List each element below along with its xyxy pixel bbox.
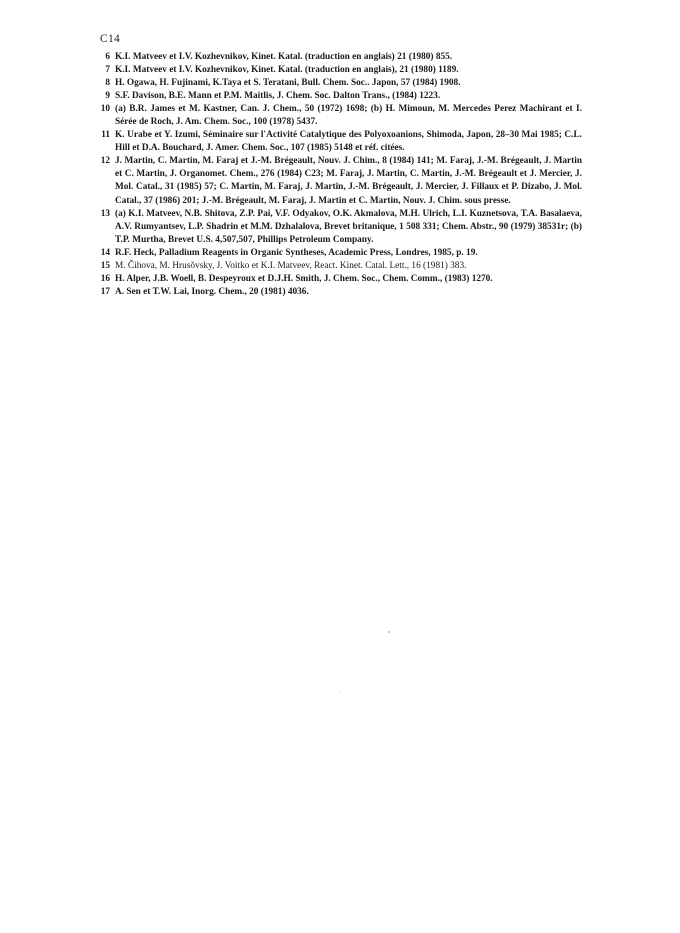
reference-item <box>96 77 582 90</box>
reference-item <box>96 155 582 207</box>
reference-number: 9 <box>105 91 110 102</box>
reference-item <box>96 64 582 77</box>
reference-text: K.I. Matveev et I.V. Kozhevnikov, Kinet. Katal. (traduction en anglais), 21 (1980) 1189. <box>115 65 459 76</box>
reference-text: K.I. Matveev et I.V. Kozhevnikov, Kinet. Katal. (traduction en anglais) 21 (1980) 855. <box>115 52 453 62</box>
reference-item <box>96 273 582 286</box>
scan-speck <box>340 692 341 693</box>
reference-number: 10 <box>100 104 110 115</box>
scan-speck <box>388 631 390 633</box>
reference-text: H. Alper, J.B. Woell, B. Despeyroux et D.J.H. Smith, J. Chem. Soc., Chem. Comm., (1983) 1270. <box>115 273 493 284</box>
reference-item <box>96 208 582 247</box>
reference-item <box>96 103 582 129</box>
reference-number: 6 <box>105 52 110 62</box>
reference-text: K. Urabe et Y. Izumi, Séminaire sur l'Activité Catalytique des Polyoxoanions, Shimoda, Japon, 28–30 Mai 1985; C.L. Hill et D.A. Bouchard, J. Amer. Chem. Soc., 107 (1985) 5148 et réf. citées. <box>115 130 582 154</box>
reference-number: 15 <box>100 260 110 271</box>
reference-text: (a) K.I. Matveev, N.B. Shitova, Z.P. Pai, V.F. Odyakov, O.K. Akmalova, M.H. Ulrich, L.I. Kuznetsova, T.A. Basalaeva, A.V. Rumyantsev, L.P. Shadrin et M.M. Dzhalalova, Brevet britanique, 1 508 331; Chem. Abstr., 90 (1979) 38531r; (b) T.P. Murtha, Brevet U.S. 4,507,507, Phillips Petroleum Company. <box>115 208 582 245</box>
reference-item <box>96 247 582 260</box>
reference-item <box>96 51 582 64</box>
reference-item <box>96 129 582 155</box>
reference-item <box>96 260 582 273</box>
reference-number: 13 <box>100 208 110 219</box>
reference-number: 17 <box>100 286 110 297</box>
reference-item <box>96 90 582 103</box>
page-number: C14 <box>100 33 121 45</box>
reference-number: 14 <box>100 247 110 258</box>
reference-text: S.F. Davison, B.E. Mann et P.M. Maitlis, J. Chem. Soc. Dalton Trans., (1984) 1223. <box>115 91 441 102</box>
reference-text: M. Čihova, M. Hrusŏvsky, J. Voitko et K.I. Matveev, React. Kinet. Catal. Lett., 16 (1981) 383. <box>115 260 467 271</box>
reference-list <box>96 51 582 299</box>
reference-text: J. Martin, C. Martin, M. Faraj et J.-M. Brégeault, Nouv. J. Chim., 8 (1984) 141; M. Faraj, J.-M. Brégeault, J. Martin et C. Martin, J. Organomet. Chem., 276 (1984) C23; M. Faraj, J. Martin, C. Martin, J.-M. Brégeault et J. Mercier, J. Mol. Catal., 31 (1985) 57; C. Martin, M. Faraj, J. Martin, J.-M. Brégeault, J. Mercier, J. Fillaux et P. Dizabo, J. Mol. Catal., 37 (1986) 201; J.-M. Brégeault, M. Faraj, J. Martin et C. Martin, Nouv. J. Chim. sous presse. <box>115 156 582 206</box>
reference-number: 16 <box>100 273 110 284</box>
reference-number: 8 <box>105 78 110 89</box>
reference-text: R.F. Heck, Palladium Reagents in Organic Syntheses, Academic Press, Londres, 1985, p. 19. <box>115 247 478 258</box>
reference-text: (a) B.R. James et M. Kastner, Can. J. Chem., 50 (1972) 1698; (b) H. Mimoun, M. Mercedes Perez Machirant et I. Sérée de Roch, J. Am. Chem. Soc., 100 (1978) 5437. <box>115 104 582 128</box>
reference-item <box>96 286 582 299</box>
reference-number: 7 <box>105 65 110 76</box>
reference-text: H. Ogawa, H. Fujinami, K.Taya et S. Teratani, Bull. Chem. Soc.. Japon, 57 (1984) 1908. <box>115 78 461 89</box>
reference-number: 12 <box>100 156 110 167</box>
reference-text: A. Sen et T.W. Lai, Inorg. Chem., 20 (1981) 4036. <box>115 286 309 297</box>
reference-number: 11 <box>101 130 110 141</box>
